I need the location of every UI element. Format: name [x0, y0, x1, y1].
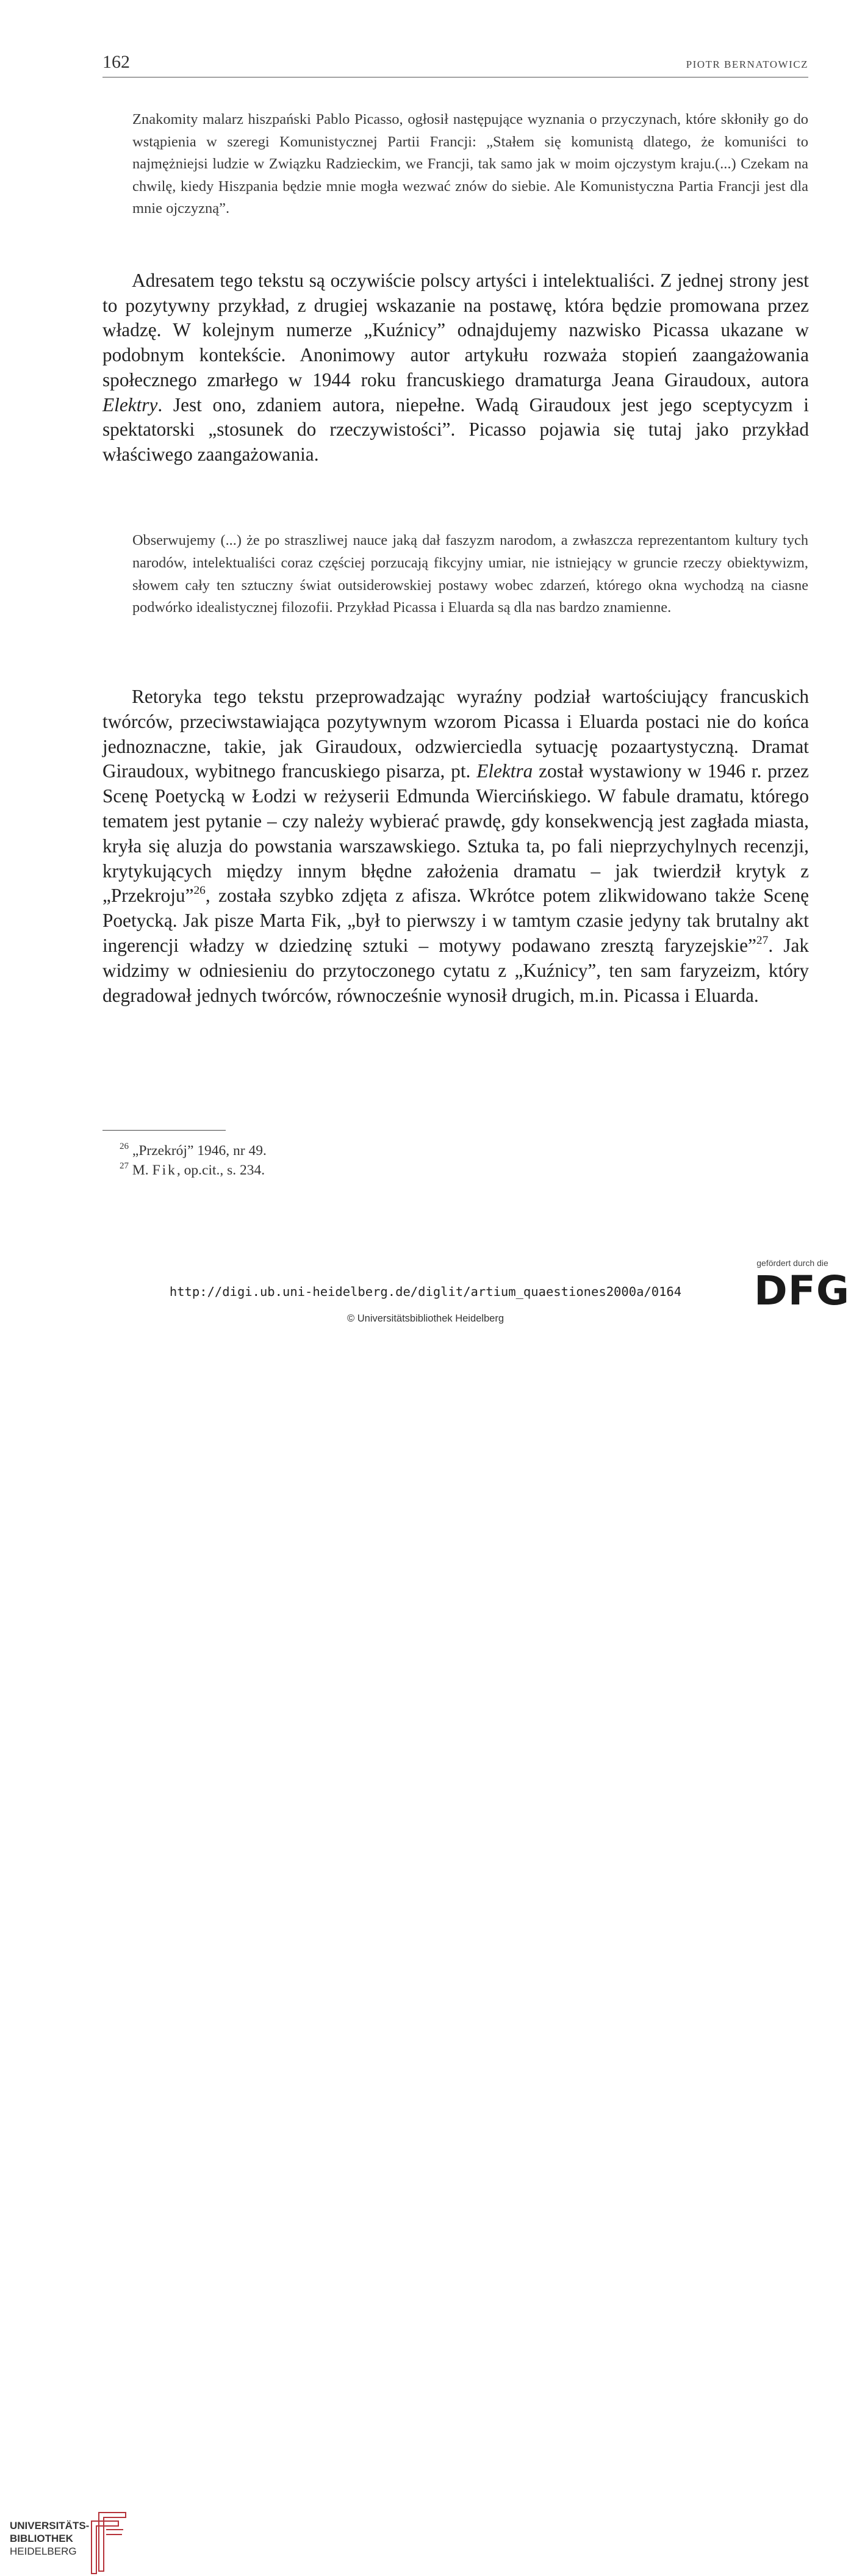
- italic-title: Elektra: [476, 760, 533, 782]
- running-header-author: PIOTR BERNATOWICZ: [686, 59, 808, 70]
- block-quote-middle: Obserwujemy (...) że po straszliwej nauce jaką dał faszyzm narodom, a zwłaszcza reprezentantom kultury tych narodów, intelektualiści coraz częściej porzucają fikcyjny umiar, nie istniejący w gruncie rzeczy obiektywizm, słowem cały ten sztuczny świat outsiderowskiej postawy wobec zdarzeń, którego okna wychodzą na ciasne podwórko idealistycznej filozofii. Przykład Picassa i Eluarda są dla nas bardzo znamienne.: [132, 532, 808, 616]
- footnotes: [120, 1141, 267, 1180]
- running-header: [102, 50, 808, 77]
- library-logo-icon: [85, 2508, 129, 2576]
- footnote-26: $^{26}$ „Przekrój” 1946, nr 49.: [120, 1141, 267, 1159]
- library-name: UNIVERSITÄTS- BIBLIOTHEK HEIDELBERG: [10, 2520, 90, 2557]
- block-quote-top: Znakomity malarz hiszpański Pablo Picasso, ogłosił następujące wyznania o przyczynach, które skłoniły go do wstąpienia w szeregi Komunistycznej Partii Francji: „Stałem się komunistą dlatego, że komuniści to najmężniejsi ludzie w Związku Radzieckim, we Francji, tak samo jak w moim ojczystym kraju.(...) Czekam na chwilę, kiedy Hiszpania będzie mnie mogła wezwać znów do siebie. Ale Komunistyczna Partia Francji jest dla mnie ojczyzną”.: [132, 111, 808, 217]
- source-url-link[interactable]: http://digi.ub.uni-heidelberg.de/diglit/artium_quaestiones2000a/0164: [169, 1284, 682, 1299]
- dfg-logo-icon: DFG: [754, 1267, 850, 1314]
- copyright-notice: © Universitätsbibliothek Heidelberg: [347, 1313, 504, 1324]
- footnote-ref-26: 26: [193, 884, 206, 898]
- italic-title: Elektry: [102, 394, 158, 416]
- body-paragraph-1: Adresatem tego tekstu są oczywiście polscy artyści i intelektualiści. Z jednej strony jest to pozytywny przykład, z drugiej wskazanie na postawę, która będzie promowana przez władzę. W kolejnym numerze „Kuźnicy” odnajdujemy nazwisko Picassa ukazane w podobnym kontekście. Anonimowy autor artykułu rozważa stopień zaangażowania społecznego zmarłego w 1944 roku francuskiego dramaturga Jeana Giraudoux, autora Elektry. Jest ono, zdaniem autora, niepełne. Wadą Giraudoux jest jego sceptycyzm i spektatorski „stosunek do rzeczywistości”. Picasso pojawia się tutaj jako przykład właściwego zaangażowania.: [102, 270, 809, 465]
- footnote-separator: [102, 1130, 226, 1131]
- body-paragraph-2: Retoryka tego tekstu przeprowadzając wyraźny podział wartościujący francuskich twórców, przeciwstawiająca pozytywnym wzorom Picassa i Eluarda postaci nie do końca jednoznaczne, takie, jak Giraudoux, odzwierciedla sytuację pozaartystyczną. Dramat Giraudoux, wybitnego francuskiego pisarza, pt. Elektra został wystawiony w 1946 r. przez Scenę Poetycką w Łodzi w reżyserii Edmunda Wiercińskiego. W fabule dramatu, którego tematem jest pytanie – czy należy wybierać prawdę, gdy konsekwencją jest zagłada miasta, kryła się aluzja do powstania warszawskiego. Sztuka ta, po fali nieprzychylnych recenzji, krytykujących między innym błędne założenia dramatu – jak twierdził krytyk z „Przekroju”$^{26}$, została szybko zdjęta z afisza. Wkrótce potem zlikwidowano także Scenę Poetycką. Jak pisze Marta Fik, „był to pierwszy i w tamtym czasie jedyny tak brutalny akt ingerencji władzy w dziedzinę sztuki – motywy podawano zresztą faryzejskie”$^{27}$. Jak widzimy w odniesieniu do przytoczonego cytatu z „Kuźnicy”, ten sam faryzeizm, który degradował jednych twórców, równocześnie wynosił drugich, m.in. Picassa i Eluarda.: [102, 686, 809, 1006]
- footnote-ref-27: 27: [756, 934, 769, 947]
- footnote-27: $^{27}$ M. Fik, op.cit., s. 234.: [120, 1160, 265, 1178]
- page-number: 162: [102, 52, 130, 72]
- funder-caption: gefördert durch die: [756, 1258, 828, 1268]
